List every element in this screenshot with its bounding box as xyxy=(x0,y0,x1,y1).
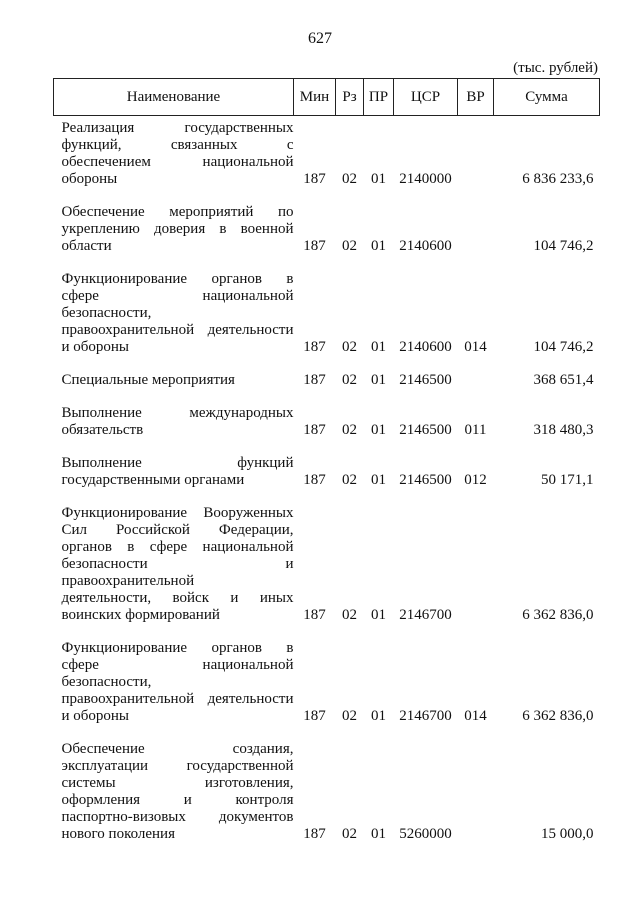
row-name xyxy=(54,267,294,356)
table-row xyxy=(54,451,600,489)
row-rz: 02 xyxy=(342,826,357,842)
header-csr: ЦСР xyxy=(394,79,458,116)
row-name-line: органов в сфере национальной xyxy=(61,539,294,555)
row-name-line: Специальные мероприятия xyxy=(61,372,235,388)
unit-note: (тыс. рублей) xyxy=(513,60,598,76)
header-pr: ПР xyxy=(364,79,394,116)
row-csr: 2146500 xyxy=(399,372,452,388)
row-vr: 014 xyxy=(464,339,487,355)
row-csr: 2140600 xyxy=(399,238,452,254)
row-sum: 50 171,1 xyxy=(541,472,594,488)
row-rz: 02 xyxy=(342,339,357,355)
row-name-line: Функционирование органов в xyxy=(61,640,294,656)
row-pr: 01 xyxy=(371,472,386,488)
row-name-line: обеспечением национальной xyxy=(61,154,294,170)
row-name-line: и обороны xyxy=(61,708,130,724)
row-name xyxy=(54,116,294,189)
table-row xyxy=(54,116,600,189)
row-csr: 2140600 xyxy=(399,339,452,355)
page-number: 627 xyxy=(308,30,332,47)
row-pr: 01 xyxy=(371,607,386,623)
row-spacer-cell xyxy=(54,389,600,401)
header-min: Мин xyxy=(294,79,336,116)
row-sum: 318 480,3 xyxy=(533,422,594,438)
row-min: 187 xyxy=(303,372,326,388)
row-name xyxy=(54,200,294,255)
row-csr: 2146500 xyxy=(399,472,452,488)
row-pr: 01 xyxy=(371,372,386,388)
table-row xyxy=(54,200,600,255)
row-name-line: укреплению доверия в военной xyxy=(61,221,294,237)
row-spacer xyxy=(54,489,600,501)
row-pr: 01 xyxy=(371,708,386,724)
header-name: Наименование xyxy=(54,79,294,116)
table-body xyxy=(54,116,600,844)
row-spacer xyxy=(54,389,600,401)
row-name-line: деятельности, войск и иных xyxy=(61,590,294,606)
row-csr: 2146700 xyxy=(399,607,452,623)
row-sum: 15 000,0 xyxy=(541,826,594,842)
row-min: 187 xyxy=(303,339,326,355)
row-sum: 104 746,2 xyxy=(533,238,594,254)
row-csr: 2146500 xyxy=(399,422,452,438)
row-name-line: нового поколения xyxy=(61,826,175,842)
row-csr: 2140000 xyxy=(399,171,452,187)
row-spacer-cell xyxy=(54,356,600,368)
row-min: 187 xyxy=(303,607,326,623)
row-pr: 01 xyxy=(371,238,386,254)
table-row xyxy=(54,636,600,725)
table-row xyxy=(54,267,600,356)
row-pr: 01 xyxy=(371,422,386,438)
row-min: 187 xyxy=(303,238,326,254)
row-spacer-cell xyxy=(54,188,600,200)
header-vr: ВР xyxy=(458,79,494,116)
row-sum: 368 651,4 xyxy=(533,372,594,388)
row-rz: 02 xyxy=(342,238,357,254)
row-name-line: безопасности, xyxy=(61,674,152,690)
row-name-line: сфере национальной xyxy=(61,288,294,304)
row-rz: 02 xyxy=(342,372,357,388)
row-name-line: правоохранительной деятельности xyxy=(61,691,294,707)
table-row xyxy=(54,401,600,439)
row-name-line: системы изготовления, xyxy=(61,775,294,791)
row-vr: 011 xyxy=(464,422,487,438)
budget-table xyxy=(53,78,600,843)
row-name xyxy=(54,501,294,624)
row-pr: 01 xyxy=(371,826,386,842)
row-min: 187 xyxy=(303,708,326,724)
row-name-line: безопасности, xyxy=(61,305,152,321)
row-spacer xyxy=(54,725,600,737)
row-rz: 02 xyxy=(342,472,357,488)
row-name xyxy=(54,636,294,725)
table-row xyxy=(54,368,600,389)
row-spacer xyxy=(54,356,600,368)
row-rz: 02 xyxy=(342,422,357,438)
row-vr: 014 xyxy=(464,708,487,724)
row-spacer-cell xyxy=(54,725,600,737)
row-sum: 6 362 836,0 xyxy=(522,708,594,724)
row-vr xyxy=(458,116,494,189)
header-sum: Сумма xyxy=(494,79,600,116)
row-min: 187 xyxy=(303,472,326,488)
row-rz: 02 xyxy=(342,171,357,187)
row-min: 187 xyxy=(303,171,326,187)
row-rz: 02 xyxy=(342,708,357,724)
row-vr xyxy=(458,368,494,389)
row-name-line: обороны xyxy=(61,171,118,187)
row-vr xyxy=(458,501,494,624)
table-header-row xyxy=(54,79,600,116)
row-spacer xyxy=(54,624,600,636)
row-min: 187 xyxy=(303,826,326,842)
row-name-line: Сил Российской Федерации, xyxy=(61,522,294,538)
row-spacer-cell xyxy=(54,439,600,451)
row-pr: 01 xyxy=(371,171,386,187)
table-row xyxy=(54,737,600,843)
row-name-line: Функционирование Вооруженных xyxy=(61,505,294,521)
row-name-line: обязательств xyxy=(61,422,144,438)
row-name-line: и обороны xyxy=(61,339,130,355)
row-name-line: Функционирование органов в xyxy=(61,271,294,287)
row-csr: 5260000 xyxy=(399,826,452,842)
table-row xyxy=(54,501,600,624)
row-spacer-cell xyxy=(54,489,600,501)
row-rz: 02 xyxy=(342,607,357,623)
row-name-line: государственными органами xyxy=(61,472,245,488)
row-name-line: Выполнение функций xyxy=(61,455,294,471)
row-name-line: правоохранительной деятельности xyxy=(61,322,294,338)
row-name-line: оформления и контроля xyxy=(61,792,294,808)
row-spacer-cell xyxy=(54,255,600,267)
row-vr xyxy=(458,737,494,843)
row-name xyxy=(54,368,294,389)
row-csr: 2146700 xyxy=(399,708,452,724)
row-spacer-cell xyxy=(54,624,600,636)
row-name-line: области xyxy=(61,238,112,254)
row-name-line: сфере национальной xyxy=(61,657,294,673)
row-name-line: Обеспечение создания, xyxy=(61,741,294,757)
row-vr: 012 xyxy=(464,472,487,488)
row-name xyxy=(54,401,294,439)
header-rz: Рз xyxy=(336,79,364,116)
row-spacer xyxy=(54,188,600,200)
row-name-line: паспортно-визовых документов xyxy=(61,809,294,825)
row-name-line: эксплуатации государственной xyxy=(61,758,294,774)
row-min: 187 xyxy=(303,422,326,438)
row-spacer xyxy=(54,255,600,267)
row-name-line: Обеспечение мероприятий по xyxy=(61,204,294,220)
row-name-line: Выполнение международных xyxy=(61,405,294,421)
row-sum: 6 362 836,0 xyxy=(522,607,594,623)
row-name xyxy=(54,737,294,843)
row-sum: 104 746,2 xyxy=(533,339,594,355)
row-spacer xyxy=(54,439,600,451)
row-vr xyxy=(458,200,494,255)
row-name-line: Реализация государственных xyxy=(61,120,294,136)
row-name-line: правоохранительной xyxy=(61,573,195,589)
row-pr: 01 xyxy=(371,339,386,355)
row-name-line: функций, связанных с xyxy=(61,137,294,153)
row-name-line: безопасности и xyxy=(61,556,294,572)
row-name-line: воинских формирований xyxy=(61,607,220,623)
row-name xyxy=(54,451,294,489)
row-sum: 6 836 233,6 xyxy=(522,171,594,187)
